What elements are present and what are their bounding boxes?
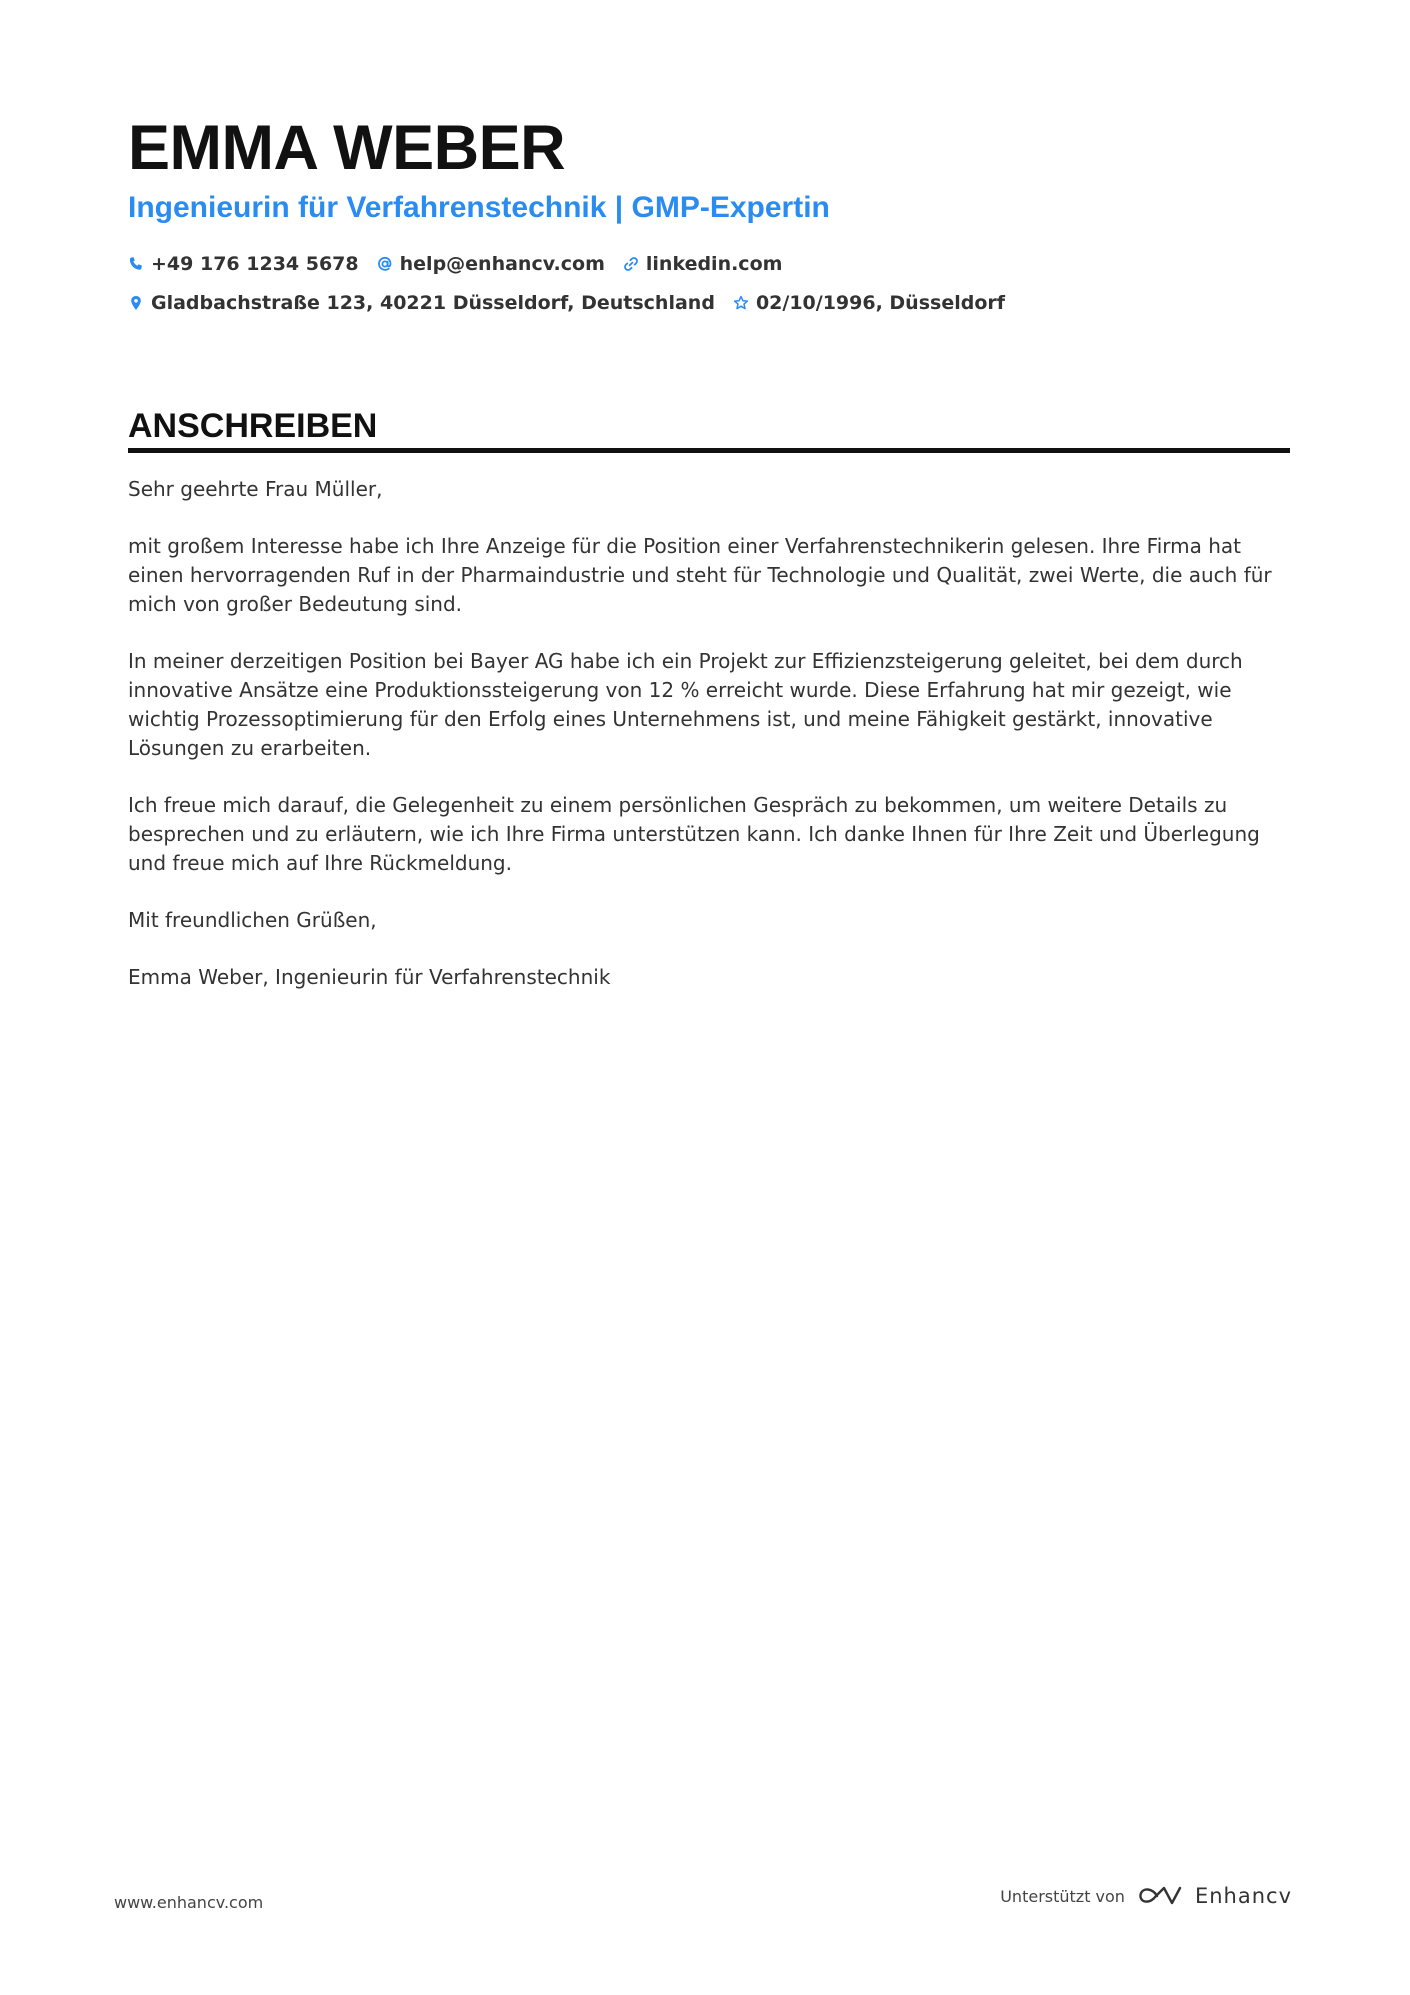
location-icon: [128, 294, 144, 312]
letter-closing: Mit freundlichen Grüßen,: [128, 908, 377, 932]
contact-phone: [128, 253, 359, 275]
powered-by-text: Unterstützt von: [1000, 1886, 1125, 1906]
address-text: Gladbachstraße 123, 40221 Düsseldorf, Deutschland: [151, 291, 715, 314]
birth-text: 02/10/1996, Düsseldorf: [755, 291, 1006, 314]
contact-row-1: [128, 244, 1290, 283]
cover-letter-page: [128, 112, 1290, 1020]
contact-row-2: [128, 283, 1290, 322]
section-title: ANSCHREIBEN: [128, 406, 1290, 453]
enhancv-logo-icon: [1137, 1883, 1183, 1909]
footer-website[interactable]: www.enhancv.com: [114, 1893, 264, 1912]
cover-letter-section: [128, 406, 1290, 992]
letter-salutation: Sehr geehrte Frau Müller,: [128, 477, 383, 501]
letter-body: [128, 475, 1290, 992]
contact-address: [128, 292, 715, 314]
contact-birth: [733, 292, 1005, 314]
letter-paragraph: Ich freue mich darauf, die Gelegenheit zu einem persönlichen Gespräch zu bekommen, um weitere Details zu besprechen und zu erläutern, wie ich Ihre Firma unterstützen kann. Ich danke Ihnen für Ihre Zeit und Überlegung und freue mich auf Ihre Rückmeldung.: [128, 793, 1260, 875]
linkedin-text: linkedin.com: [645, 252, 783, 275]
phone-icon: [128, 255, 144, 273]
footer-branding: [1000, 1883, 1292, 1909]
letter-paragraph: In meiner derzeitigen Position bei Bayer AG habe ich ein Projekt zur Effizienzsteigerung geleitet, bei dem durch innovative Ansätze eine Produktionssteigerung von 12 % erreicht wurde. Diese Erfahrung hat mir gezeigt, wie wichtig Prozessoptimierung für den Erfolg eines Unternehmens ist, und meine Fähigkeit gestärkt, innovative Lösungen zu erarbeiten.: [128, 649, 1243, 760]
letter-paragraph: mit großem Interesse habe ich Ihre Anzeige für die Position einer Verfahrenstechnikerin gelesen. Ihre Firma hat einen hervorragenden Ruf in der Pharmaindustrie und steht für Technologie und Qualität, zwei Werte, die auch für mich von großer Bedeutung sind.: [128, 534, 1272, 616]
at-icon: [377, 255, 393, 273]
contact-email: [377, 253, 605, 275]
phone-text: +49 176 1234 5678: [151, 252, 359, 275]
star-icon: [733, 294, 749, 312]
candidate-name: EMMA WEBER: [128, 113, 566, 183]
candidate-title: Ingenieurin für Verfahrenstechnik | GMP-Expertin: [128, 191, 830, 224]
enhancv-brand: Enhancv: [1194, 1884, 1292, 1908]
link-icon: [623, 255, 639, 273]
letter-signature: Emma Weber, Ingenieurin für Verfahrenstechnik: [128, 965, 611, 989]
email-text: help@enhancv.com: [399, 252, 605, 275]
contact-linkedin: [623, 253, 783, 275]
contact-info: [128, 244, 1290, 322]
